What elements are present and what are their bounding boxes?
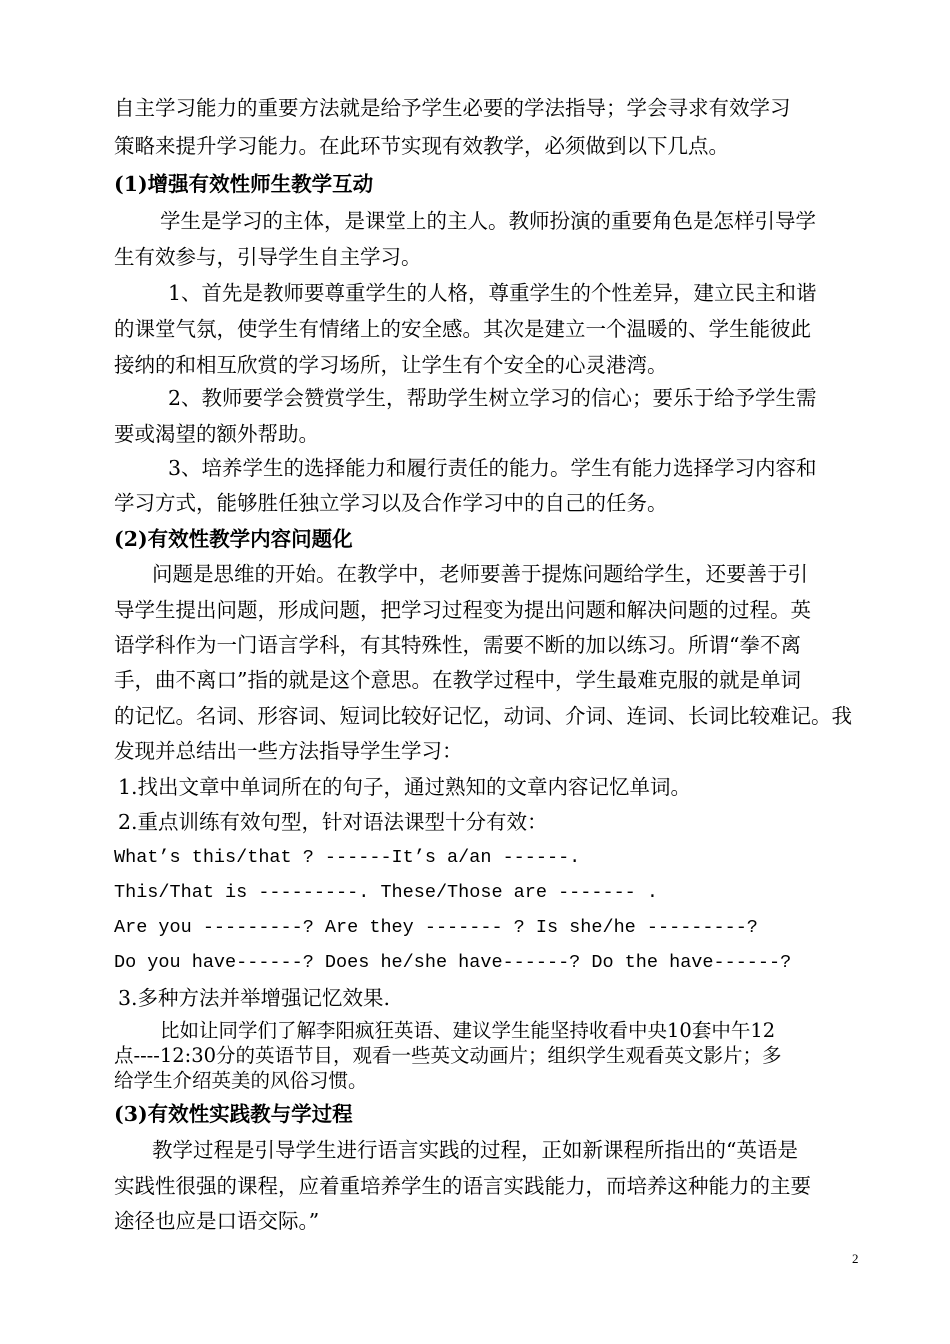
paragraph-line: 3、培养学生的选择能力和履行责任的能力。学生有能力选择学习内容和 <box>168 456 817 480</box>
sentence-pattern: This/That is ---------. These/Those are ------- . <box>114 882 658 903</box>
paragraph-line: 的记忆。名词、形容词、短词比较好记忆，动词、介词、连词、长词比较难记。我 <box>114 704 852 728</box>
paragraph-line: 语学科作为一门语言学科，有其特殊性，需要不断的加以练习。所谓“拳不离 <box>114 633 801 657</box>
paragraph-line: 实践性很强的课程，应着重培养学生的语言实践能力，而培养这种能力的主要 <box>114 1174 811 1198</box>
paragraph-line: 学生是学习的主体，是课堂上的主人。教师扮演的重要角色是怎样引导学 <box>160 209 816 233</box>
paragraph-line: 学习方式，能够胜任独立学习以及合作学习中的自己的任务。 <box>114 491 668 515</box>
section-heading: (3)有效性实践教与学过程 <box>114 1102 353 1126</box>
paragraph-line: 教学过程是引导学生进行语言实践的过程，正如新课程所指出的“英语是 <box>152 1138 798 1162</box>
sentence-pattern: Are you ---------? Are they ------- ? Is she/he ---------? <box>114 917 758 938</box>
paragraph-line: 手，曲不离口”指的就是这个意思。在教学过程中，学生最难克服的就是单词 <box>114 668 801 692</box>
paragraph-line: 生有效参与，引导学生自主学习。 <box>114 245 422 269</box>
paragraph-line: 1、首先是教师要尊重学生的人格，尊重学生的个性差异，建立民主和谐 <box>168 281 817 305</box>
paragraph-line: 给学生介绍英美的风俗习惯。 <box>114 1069 368 1092</box>
paragraph-line: 要或渴望的额外帮助。 <box>114 422 319 446</box>
paragraph-line: 接纳的和相互欣赏的学习场所，让学生有个安全的心灵港湾。 <box>114 353 668 377</box>
list-item: 1.找出文章中单词所在的句子，通过熟知的文章内容记忆单词。 <box>118 775 692 799</box>
paragraph-line: 途径也应是口语交际。” <box>114 1209 320 1233</box>
list-item: 2.重点训练有效句型，针对语法课型十分有效： <box>118 810 548 834</box>
paragraph-line: 点----12:30分的英语节目，观看一些英文动画片；组织学生观看英文影片；多 <box>114 1044 782 1067</box>
paragraph-line: 发现并总结出一些方法指导学生学习： <box>114 739 463 763</box>
sentence-pattern: Do you have------? Does he/she have------? Do the have------? <box>114 952 792 973</box>
paragraph-line: 问题是思维的开始。在教学中，老师要善于提炼问题给学生，还要善于引 <box>152 562 808 586</box>
paragraph-line: 策略来提升学习能力。在此环节实现有效教学，必须做到以下几点。 <box>114 134 729 158</box>
paragraph-line: 导学生提出问题，形成问题，把学习过程变为提出问题和解决问题的过程。英 <box>114 598 811 622</box>
paragraph-line: 2、教师要学会赞赏学生，帮助学生树立学习的信心；要乐于给予学生需 <box>168 386 817 410</box>
list-item: 3.多种方法并举增强记忆效果. <box>118 986 391 1010</box>
paragraph-line: 比如让同学们了解李阳疯狂英语、建议学生能坚持收看中央10套中午12 <box>160 1019 776 1042</box>
page-number: 2 <box>852 1251 859 1266</box>
paragraph-line: 自主学习能力的重要方法就是给予学生必要的学法指导；学会寻求有效学习 <box>114 96 791 120</box>
section-heading: (1)增强有效性师生教学互动 <box>114 172 374 196</box>
sentence-pattern: What’s this/that ? ------It’s a/an ------. <box>114 847 581 868</box>
section-heading: (2)有效性教学内容问题化 <box>114 527 353 551</box>
paragraph-line: 的课堂气氛，使学生有情绪上的安全感。其次是建立一个温暖的、学生能彼此 <box>114 317 811 341</box>
